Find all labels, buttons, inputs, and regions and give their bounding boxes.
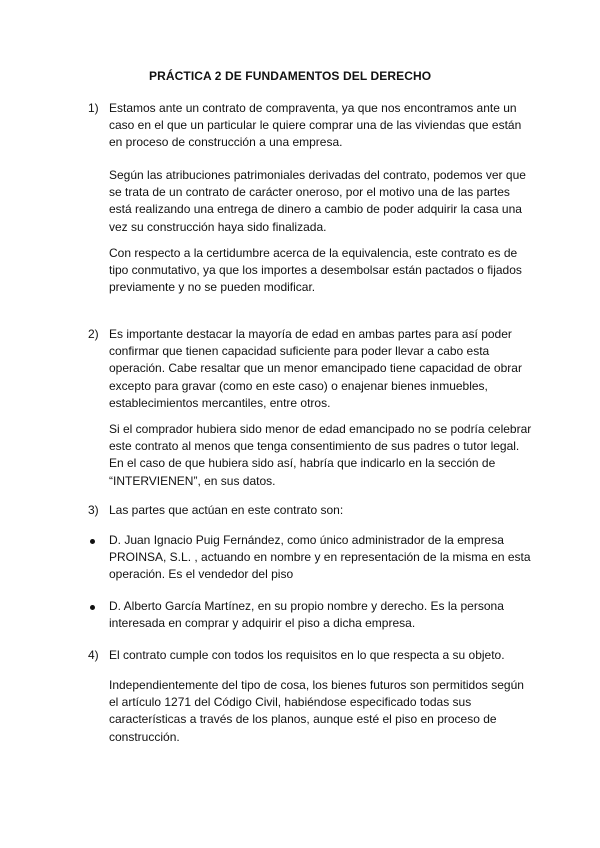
section-1-number: 1) — [88, 101, 99, 115]
paragraph-text: Las partes que actúan en este contrato son: — [109, 503, 344, 517]
section-2-paragraph-1 — [109, 326, 534, 412]
bullet-icon — [90, 539, 95, 544]
bullet-item-1 — [109, 532, 534, 584]
section-1-paragraph-2 — [109, 167, 534, 236]
section-4-number: 4) — [88, 648, 99, 662]
paragraph-text: Independientemente del tipo de cosa, los bienes futuros son permitidos según el artículo 1271 del Código Civil, habiéndose especificado todas sus características a través de los planos, aunque esté el piso en proceso de construcción. — [109, 678, 524, 744]
bullet-text: D. Alberto García Martínez, en su propio nombre y derecho. Es la persona interesada en comprar y adquirir el piso a dicha empresa. — [109, 599, 504, 631]
section-1-paragraph-1 — [109, 100, 534, 152]
section-2-paragraph-2 — [109, 421, 534, 490]
paragraph-text: Según las atribuciones patrimoniales derivadas del contrato, podemos ver que se trata de un contrato de carácter oneroso, por el motivo una de las partes está realizando una entrega de dinero a cambio de poder adquirir la casa una vez su construcción haya sido finalizada. — [109, 168, 526, 234]
bullet-icon — [90, 605, 95, 610]
document-title: PRÁCTICA 2 DE FUNDAMENTOS DEL DERECHO — [149, 69, 432, 83]
section-4-paragraph-2 — [109, 677, 534, 746]
section-1-paragraph-3 — [109, 245, 534, 297]
section-3-number: 3) — [88, 503, 99, 517]
bullet-text: D. Juan Ignacio Puig Fernández, como único administrador de la empresa PROINSA, S.L. , actuando en nombre y en representación de la misma en esta operación. Es el vendedor del piso — [109, 533, 531, 582]
section-4-paragraph-1 — [109, 647, 534, 664]
paragraph-text: El contrato cumple con todos los requisitos en lo que respecta a su objeto. — [109, 648, 505, 662]
section-2-number: 2) — [88, 327, 99, 341]
paragraph-text: Con respecto a la certidumbre acerca de la equivalencia, este contrato es de tipo conmutativo, ya que los importes a desembolsar están pactados o fijados previamente y no se pueden modificar. — [109, 246, 522, 295]
paragraph-text: Si el comprador hubiera sido menor de edad emancipado no se podría celebrar este contrato al menos que tenga consentimiento de sus padres o tutor legal. En el caso de que hubiera sido así, habría que indicarlo en la sección de “INTERVIENEN”, en sus datos. — [109, 422, 532, 488]
paragraph-text: Estamos ante un contrato de compraventa, ya que nos encontramos ante un caso en el que un particular le quiere comprar una de las viviendas que están en proceso de construcción a una empresa. — [109, 101, 522, 150]
bullet-item-2 — [109, 598, 534, 632]
paragraph-text: Es importante destacar la mayoría de edad en ambas partes para así poder confirmar que tienen capacidad suficiente para poder llevar a cabo esta operación. Cabe resaltar que un menor emancipado tiene capacidad de obrar excepto para gravar (como en este caso) o enajenar bienes inmuebles, establecimientos mercantiles, entre otros. — [109, 327, 522, 410]
section-3-paragraph-1 — [109, 502, 534, 519]
